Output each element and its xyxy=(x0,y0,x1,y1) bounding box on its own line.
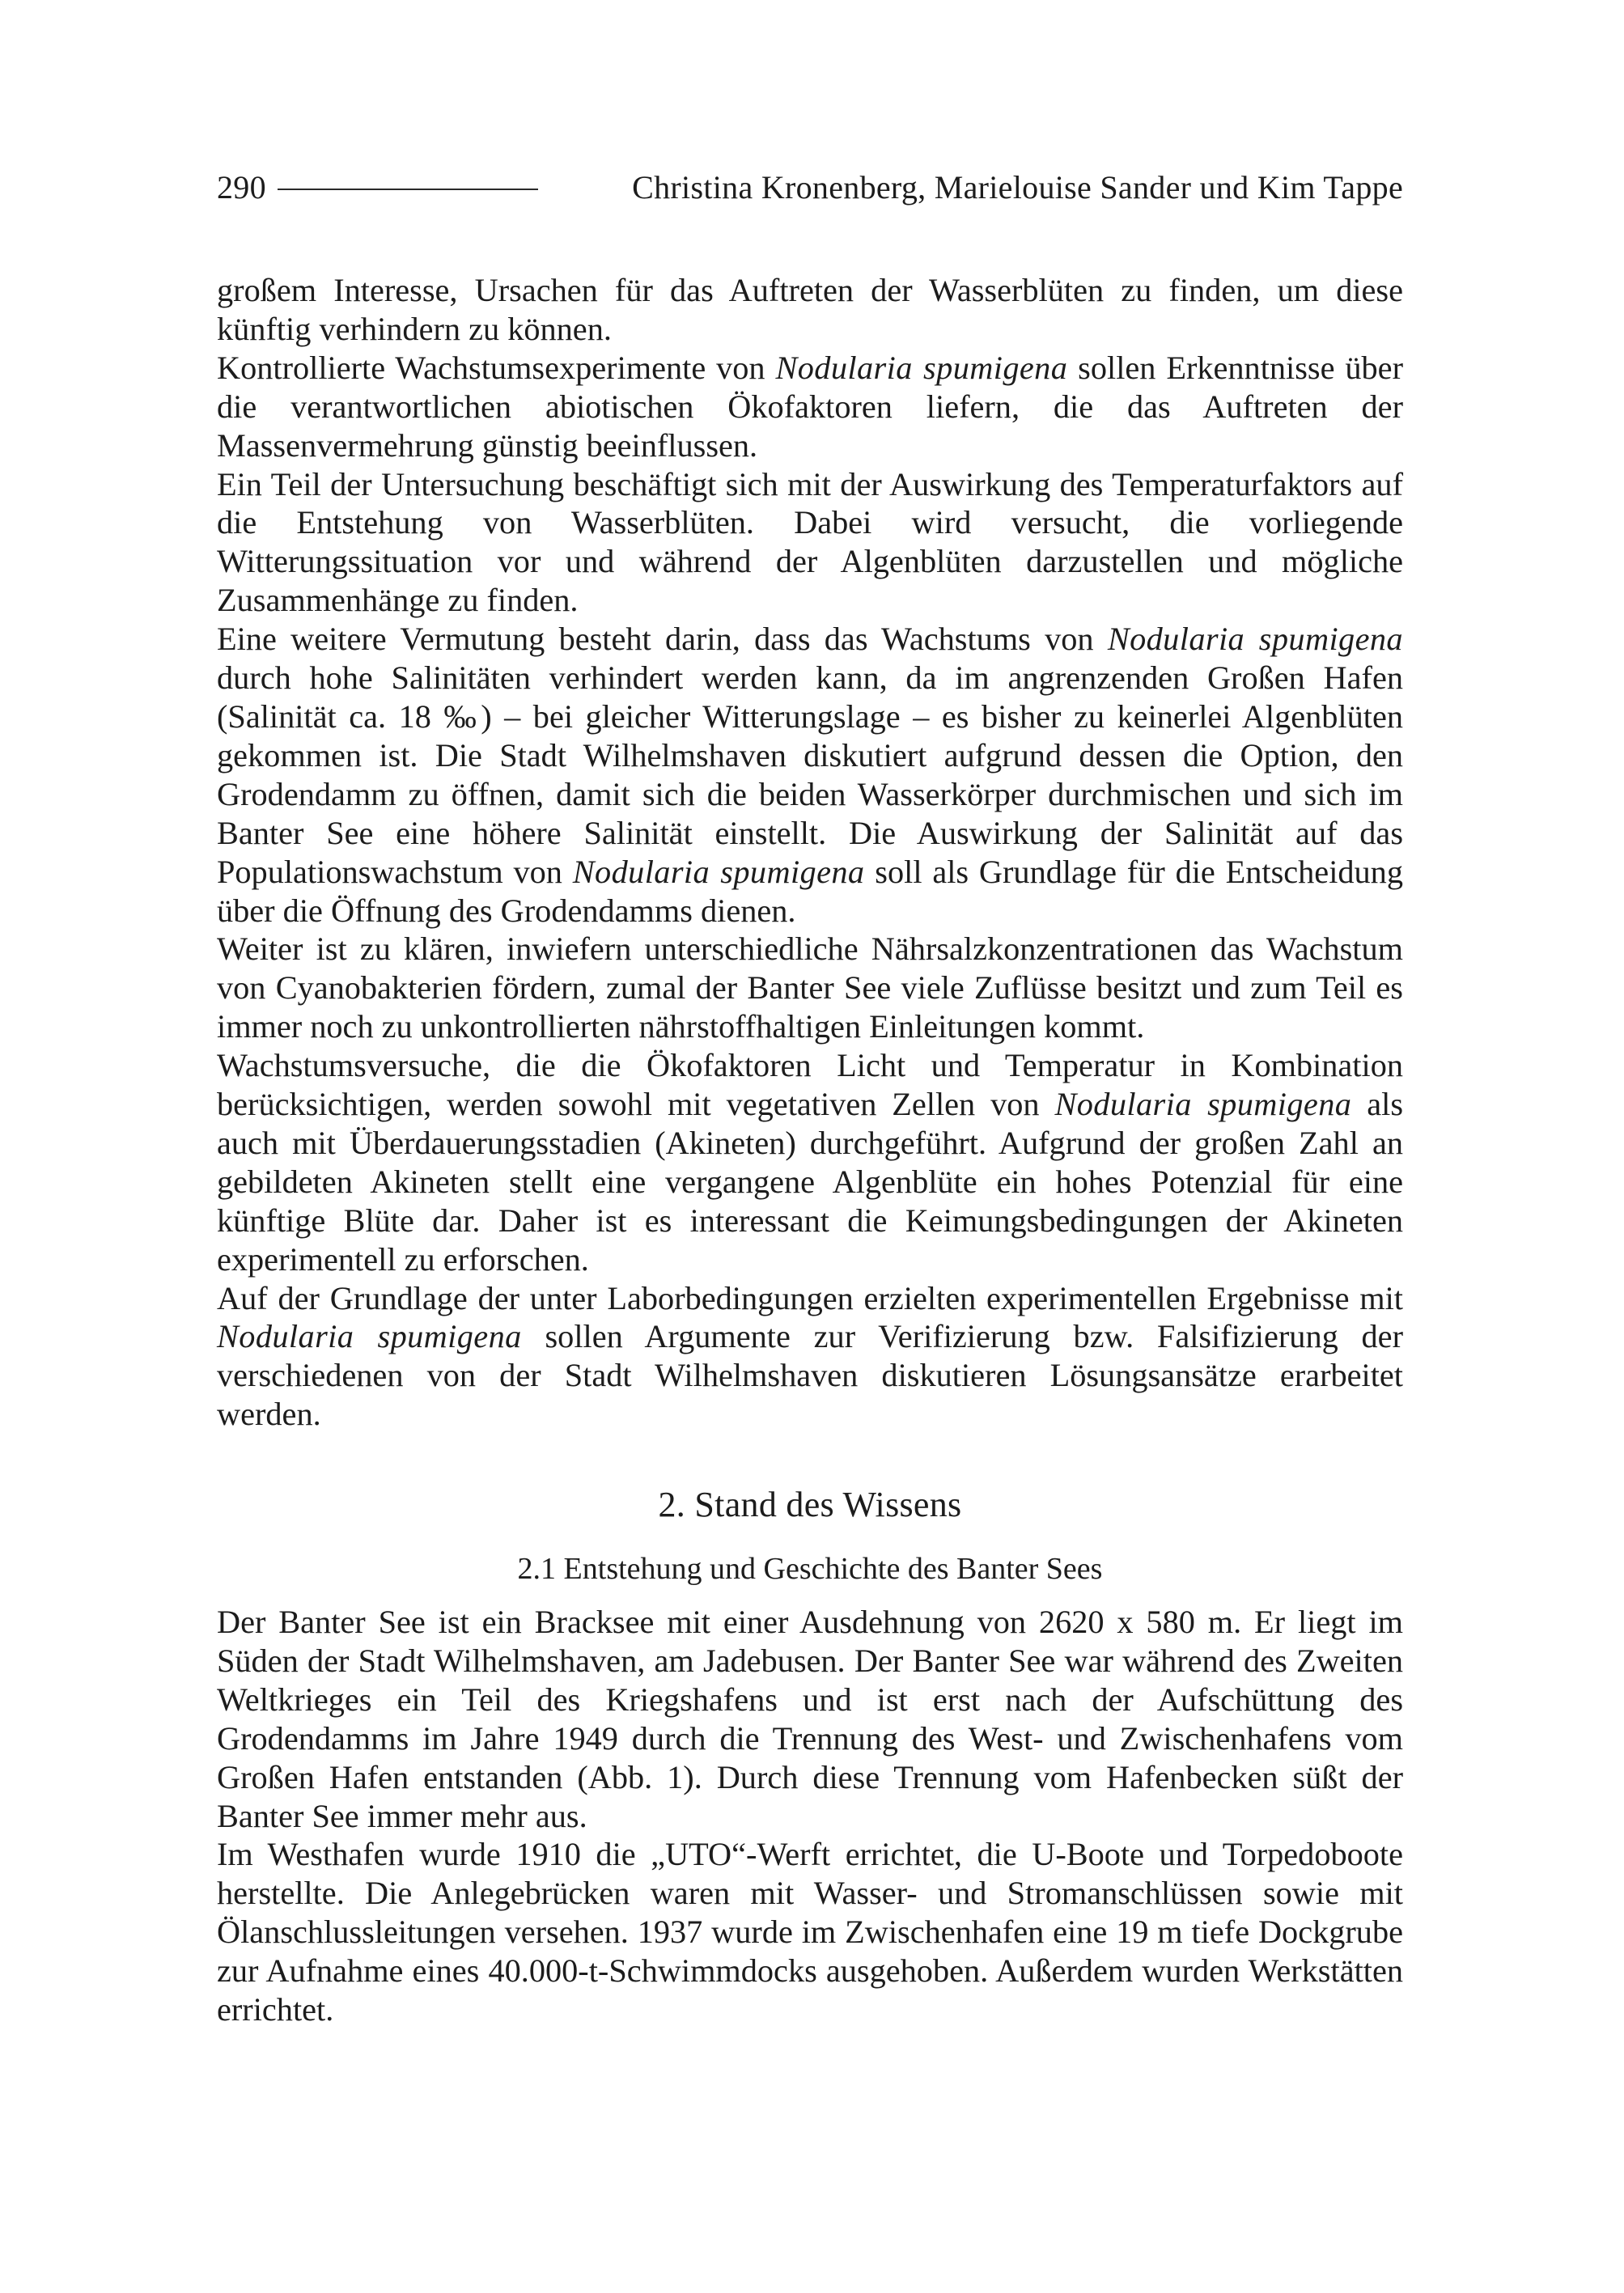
paragraph: Der Banter See ist ein Bracksee mit einer Ausdehnung von 2620 x 580 m. Er liegt im Süden der Stadt Wilhelmshaven, am Jadebusen. Der Banter See war während des Zweiten Weltkrieges ein Teil des Kriegshafens und ist erst nach der Aufschüttung des Grodendamms im Jahre 1949 durch die Trennung des West- und Zwischenhafens vom Großen Hafen entstanden (Abb. 1). Durch diese Trennung vom Hafenbecken süßt der Banter See immer mehr aus. xyxy=(217,1604,1403,1834)
paragraph: Kontrollierte Wachstumsexperimente von Nodularia spumigena sollen Erkenntnisse über die verantwortlichen abiotischen Ökofaktoren liefern, die das Auftreten der Massenvermehrung günstig beeinflussen. xyxy=(217,349,1403,464)
running-head xyxy=(217,163,1403,212)
paragraph: Im Westhafen wurde 1910 die „UTO“-Werft errichtet, die U-Boote und Torpedoboote herstellte. Die Anlegebrücken waren mit Wasser- und Stromanschlüssen sowie mit Ölanschlussleitungen versehen. 1937 wurde im Zwischenhafen eine 19 m tiefe Dockgrube zur Aufnahme eines 40.000-t-Schwimmdocks ausgehoben. Außerdem wurden Werkstätten errichtet. xyxy=(217,1836,1403,2028)
paragraph: Ein Teil der Untersuchung beschäftigt sich mit der Auswirkung des Temperaturfaktors auf die Entstehung von Wasserblüten. Dabei wird versucht, die vorliegende Witterungssituation vor und während der Algenblüten darzustellen und mögliche Zusammenhänge zu finden. xyxy=(217,465,1403,619)
paragraph: Wachstumsversuche, die die Ökofaktoren Licht und Temperatur in Kombination berücksichtigen, werden sowohl mit vegetativen Zellen von Nodularia spumigena als auch mit Überdauerungsstadien (Akineten) durchgeführt. Aufgrund der großen Zahl an gebildeten Akineten stellt eine vergangene Algenblüte ein hohes Potenzial für eine künftige Blüte dar. Daher ist es interessant die Keimungsbedingungen der Akineten experimentell zu erforschen. xyxy=(217,1047,1403,1278)
section-heading: 2. Stand des Wissens xyxy=(658,1485,962,1524)
paragraph: Auf der Grundlage der unter Laborbedingungen erzielten experimentellen Ergebnisse mit Nodularia spumigena sollen Argumente zur Verifizierung bzw. Falsifizierung der verschiedenen von der Stadt Wilhelmshaven diskutieren Lösungsansätze erarbeitet werden. xyxy=(217,1279,1403,1433)
species-name: Nodularia spumigena xyxy=(1054,1086,1352,1123)
running-head-authors: Christina Kronenberg, Marielouise Sander und Kim Tappe xyxy=(632,169,1403,206)
paragraph: großem Interesse, Ursachen für das Auftreten der Wasserblüten zu finden, um diese künftig verhindern zu können. xyxy=(217,272,1403,347)
subsection-heading: 2.1 Entstehung und Geschichte des Banter Sees xyxy=(517,1552,1103,1586)
page-number: 290 xyxy=(217,169,266,206)
species-name: Nodularia spumigena xyxy=(217,1318,522,1355)
species-name: Nodularia spumigena xyxy=(1107,621,1403,658)
intro-text-block xyxy=(217,271,1403,1434)
paragraph: Eine weitere Vermutung besteht darin, dass das Wachstums von Nodularia spumigena durch hohe Salinitäten verhindert werden kann, da im angrenzenden Großen Hafen (Salinität ca. 18 ‰) – bei gleicher Witterungslage – es bisher zu keinerlei Algenblüten gekommen ist. Die Stadt Wilhelmshaven diskutiert aufgrund dessen die Option, den Grodendamm zu öffnen, damit sich die beiden Wasserkörper durchmischen und sich im Banter See eine höhere Salinität einstellt. Die Auswirkung der Salinität auf das Populationswachstum von Nodularia spumigena soll als Grundlage für die Entscheidung über die Öffnung des Grodendamms dienen. xyxy=(217,621,1403,929)
paragraph: Weiter ist zu klären, inwiefern unterschiedliche Nährsalzkonzentrationen das Wachstum von Cyanobakterien fördern, zumal der Banter See viele Zuflüsse besitzt und zum Teil es immer noch zu unkontrollierten nährstoffhaltigen Einleitungen kommt. xyxy=(217,930,1403,1045)
species-name: Nodularia spumigena xyxy=(572,853,865,890)
header-rule xyxy=(278,189,538,190)
species-name: Nodularia spumigena xyxy=(775,349,1068,386)
section-text-block xyxy=(217,1603,1403,2029)
